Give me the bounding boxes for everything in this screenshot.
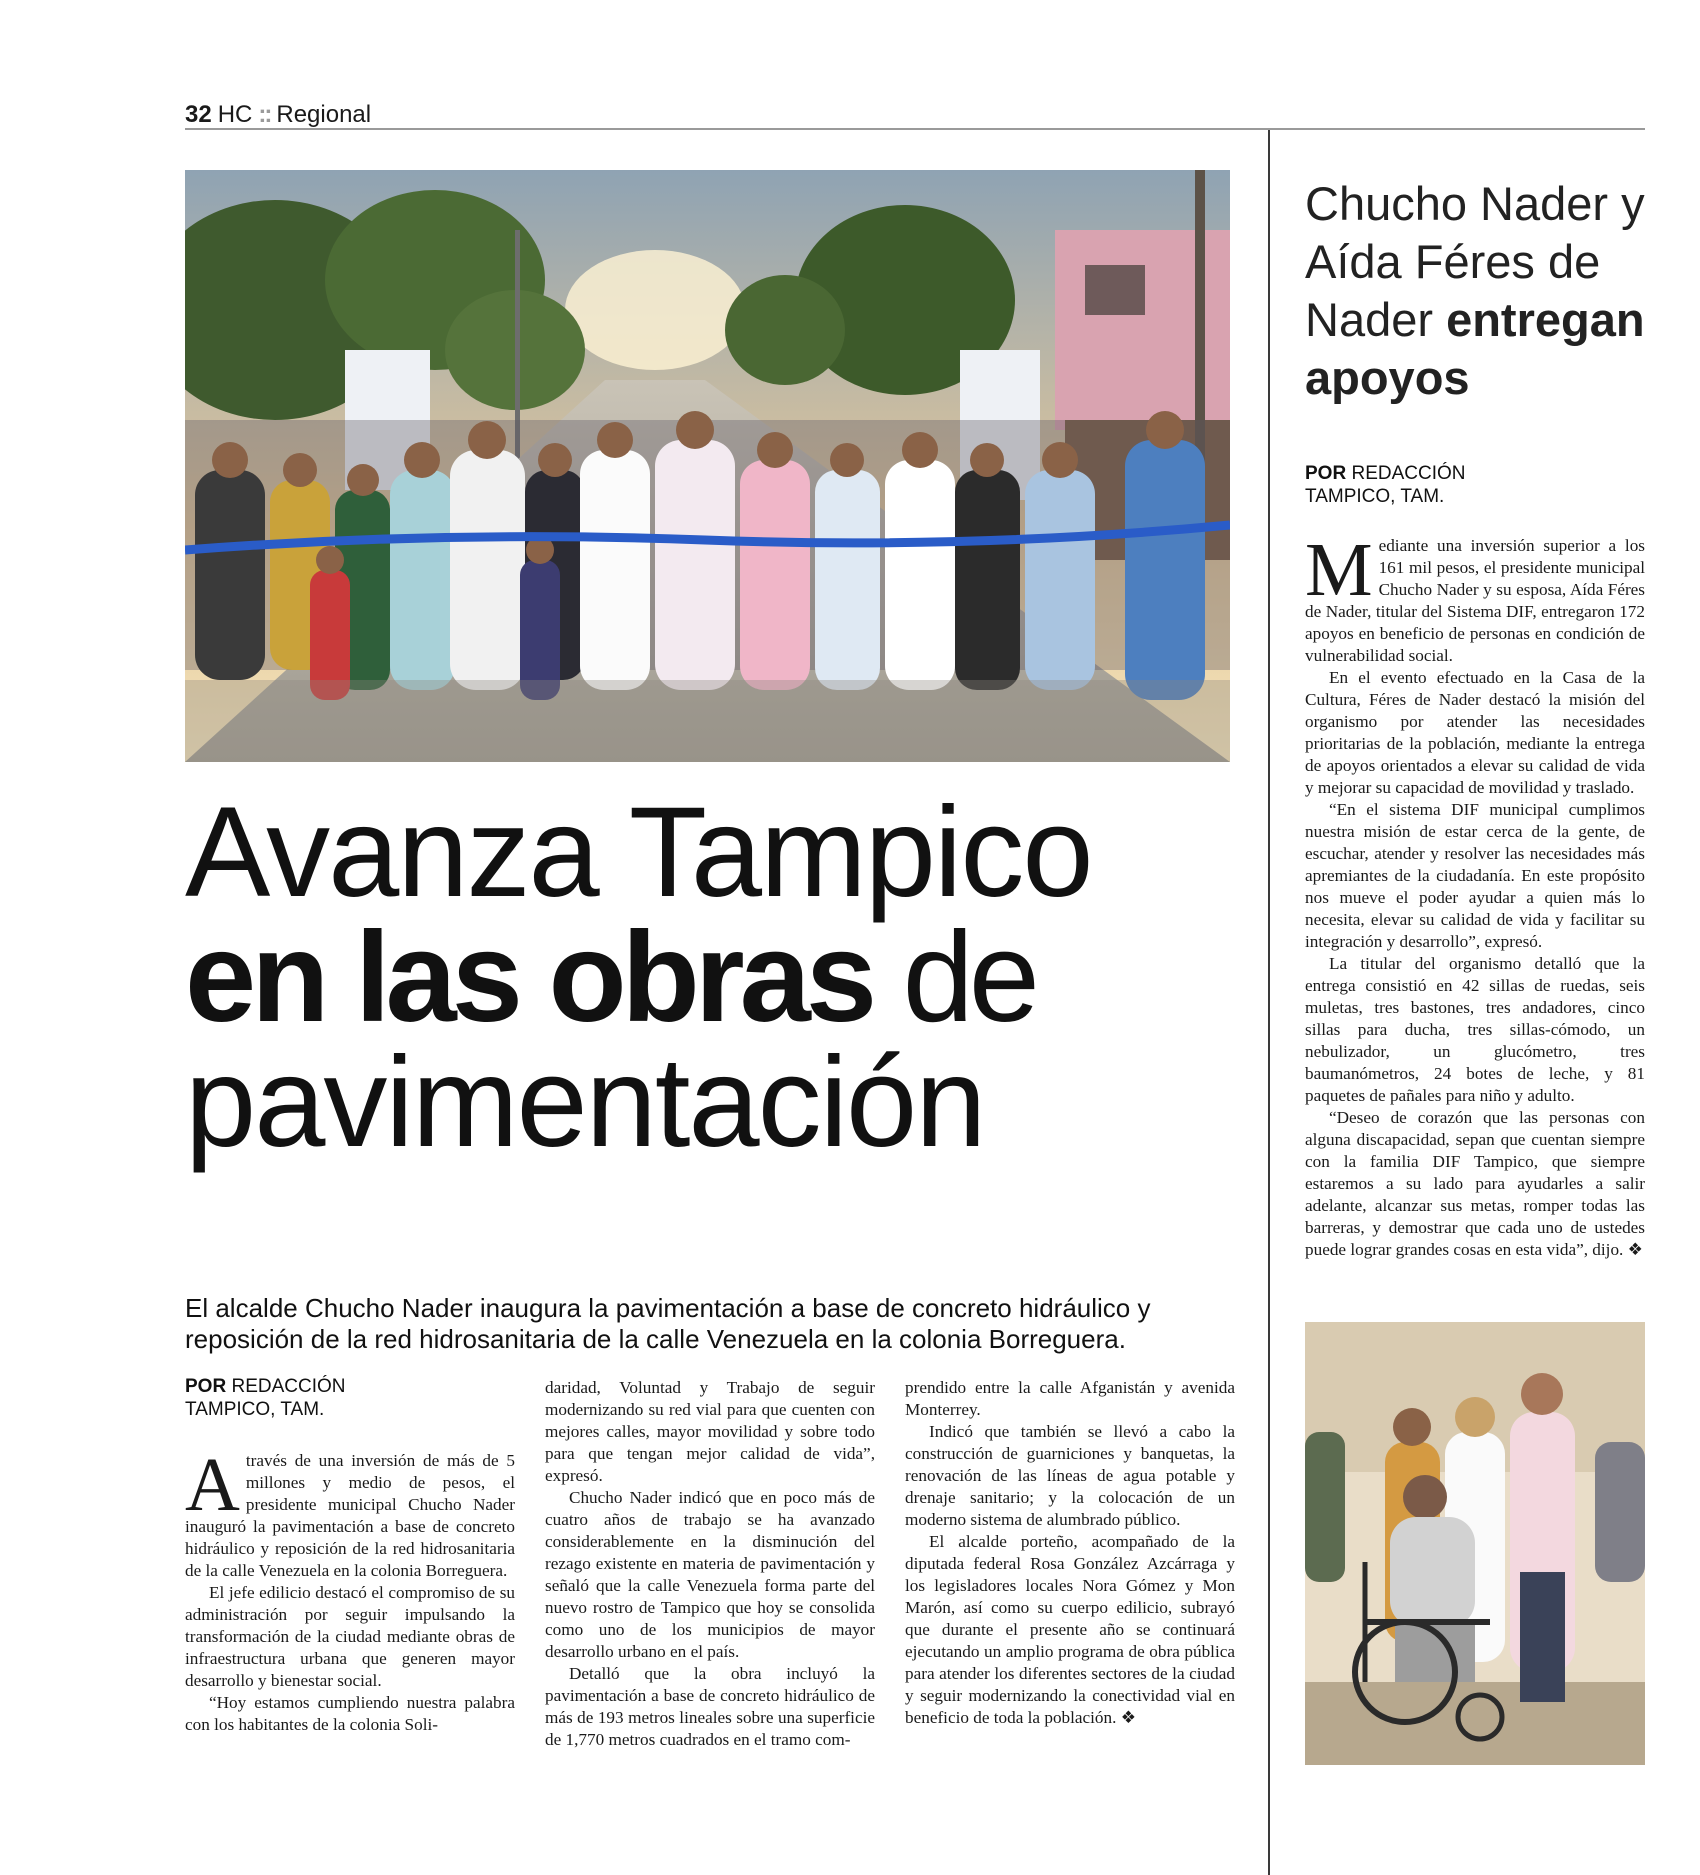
byline-author: REDACCIÓN: [231, 1376, 346, 1397]
drop-cap: A: [185, 1443, 240, 1527]
sidebar-byline: [1305, 462, 1635, 508]
sidebar-headline: [1305, 175, 1655, 407]
article-paragraph: Indicó que también se llevó a cabo la construcción de guarniciones y banquetas, la renovación de las líneas de agua potable y drenaje sanitario; y la colocación de un moderno sistema de alumbrado público.: [905, 1422, 1235, 1529]
byline-place: TAMPICO, TAM.: [185, 1399, 325, 1420]
sidebar-headline-light: Chucho Nader y Aída Féres de Nader: [1305, 177, 1645, 346]
folio-rule: [185, 128, 1645, 130]
main-article-column-1: [185, 1443, 515, 1736]
article-paragraph: [185, 1443, 515, 1582]
publication-name: HC: [217, 101, 253, 128]
paragraph-text: El alcalde porteño, acompañado de la diputada federal Rosa González Azcárraga y los legisladores locales Nora Gómez y Mon Marón, así como su cuerpo edilicio, subrayó que durante el presente año se continuará ejecutando un amplio programa de obra pública para atender los diferentes sectores de la ciudad y seguir modernizando la conectividad vial en beneficio de toda la población.: [905, 1532, 1235, 1727]
headline-light-word: de: [902, 906, 1035, 1049]
article-paragraph: Chucho Nader indicó que en poco más de cuatro años de trabajo se ha avanzado considerablemente en la disminución del rezago existente en materia de pavimentación y señaló que la calle Venezuela forma parte del nuevo rostro de Tampico que hoy se consolida como uno de los municipios de mayor desarrollo urbano en el país.: [545, 1488, 875, 1661]
article-paragraph: El jefe edilicio destacó el compromiso de su administración por seguir impulsando la transformación de la ciudad mediante obras de infraestructura urbana que generen mayor desarrollo y bienestar social.: [185, 1583, 515, 1690]
article-paragraph: Detalló que la obra incluyó la pavimentación a base de concreto hidráulico de más de 193 metros lineales sobre una superficie de 1,770 metros cuadrados en el tramo com-: [545, 1664, 875, 1749]
headline-line-1: Avanza Tampico: [185, 781, 1092, 924]
byline-author: REDACCIÓN: [1351, 463, 1466, 484]
article-paragraph: [905, 1531, 1235, 1729]
article-paragraph: prendido entre la calle Afganistán y avenida Monterrey.: [905, 1378, 1235, 1419]
paragraph-text: ediante una inversión superior a los 161 mil pesos, el presidente municipal Chucho Nader y su esposa, Aída Féres de Nader, titular del Sistema DIF, entregaron 172 apoyos en beneficio de personas en condición de vulnerabilidad social.: [1305, 536, 1645, 665]
page-folio: [185, 100, 1645, 130]
byline-label: POR: [185, 1376, 227, 1397]
headline-line-2: [185, 906, 1245, 1049]
byline-place: TAMPICO, TAM.: [1305, 486, 1445, 507]
article-paragraph: daridad, Voluntad y Trabajo de seguir modernizando su red vial para que cuenten con mejores calles, mayor movilidad y sobre todo para que tengan mejor calidad de vida”, expresó.: [545, 1378, 875, 1485]
article-paragraph: [1305, 1107, 1645, 1261]
drop-cap: M: [1305, 528, 1373, 612]
folio-separator: ::: [258, 101, 271, 128]
main-byline: [185, 1375, 515, 1421]
end-mark: ❖: [1120, 1708, 1137, 1727]
paragraph-text: “Deseo de corazón que las personas con alguna discapacidad, sepan que cuentan siempre con la familia DIF Tampico, que siempre estaremos a su lado para ayudarles a salir adelante, alcanzar sus metas, romper todas las barreras, y demostrar que cada uno de ustedes puede lograr grandes cosas en esta vida”, dijo.: [1305, 1108, 1645, 1259]
article-paragraph: [1305, 528, 1645, 667]
article-paragraph: “Hoy estamos cumpliendo nuestra palabra con los habitantes de la colonia Soli-: [185, 1693, 515, 1734]
article-paragraph: En el evento efectuado en la Casa de la Cultura, Féres de Nader destacó la misión del organismo por atender las necesidades prioritarias de la población, mediante la entrega de apoyos orientados a elevar su calidad de vida y mejorar su capacidad de movilidad y traslado.: [1305, 668, 1645, 797]
main-article-column-2: [545, 1377, 875, 1751]
headline-line-3: pavimentación: [185, 1031, 985, 1174]
main-headline: [185, 781, 1245, 1174]
byline-label: POR: [1305, 463, 1347, 484]
article-paragraph: “En el sistema DIF municipal cumplimos nuestra misión de estar cerca de la gente, de escuchar, atender y resolver las necesidades más apremiantes de la ciudadanía. En este propósito nos mueve el poder ayudar a quien más lo necesita, elevar su calidad de vida y facilitar su integración y desarrollo”, expresó.: [1305, 800, 1645, 951]
article-paragraph: La titular del organismo detalló que la entrega consistió en 42 sillas de ruedas, seis muletas, tres bastones, tres andadores, cinco sillas para ducha, tres sillas-cómodo, un nebulizador, un glucómetro, tres baumanómetros, 24 botes de leche, y 81 paquetes de pañales para niño y adulto.: [1305, 954, 1645, 1105]
end-mark: ❖: [1627, 1240, 1644, 1259]
sidebar-article-body: [1305, 528, 1645, 1261]
headline-bold-phrase: en las obras: [185, 906, 872, 1049]
main-article-column-3: [905, 1377, 1235, 1729]
paragraph-text: través de una inversión de más de 5 millones y medio de pesos, el presidente municipal Chucho Nader inauguró la pavimentación a base de concreto hidráulico y reposición de la red hidrosanitaria de la calle Venezuela en la colonia Borreguera.: [185, 1451, 515, 1580]
main-photo-ribbon-cutting: [185, 170, 1230, 762]
main-subhead: El alcalde Chucho Nader inaugura la pavimentación a base de concreto hidráulico y reposición de la red hidrosanitaria de la calle Venezuela en la colonia Borreguera.: [185, 1293, 1151, 1354]
page-number: 32: [185, 101, 212, 128]
column-divider: [1268, 130, 1270, 1875]
sidebar-headline-bold: entregan apoyos: [1305, 293, 1645, 404]
sidebar-photo-wheelchair: [1305, 1322, 1645, 1765]
section-name: Regional: [276, 101, 372, 128]
